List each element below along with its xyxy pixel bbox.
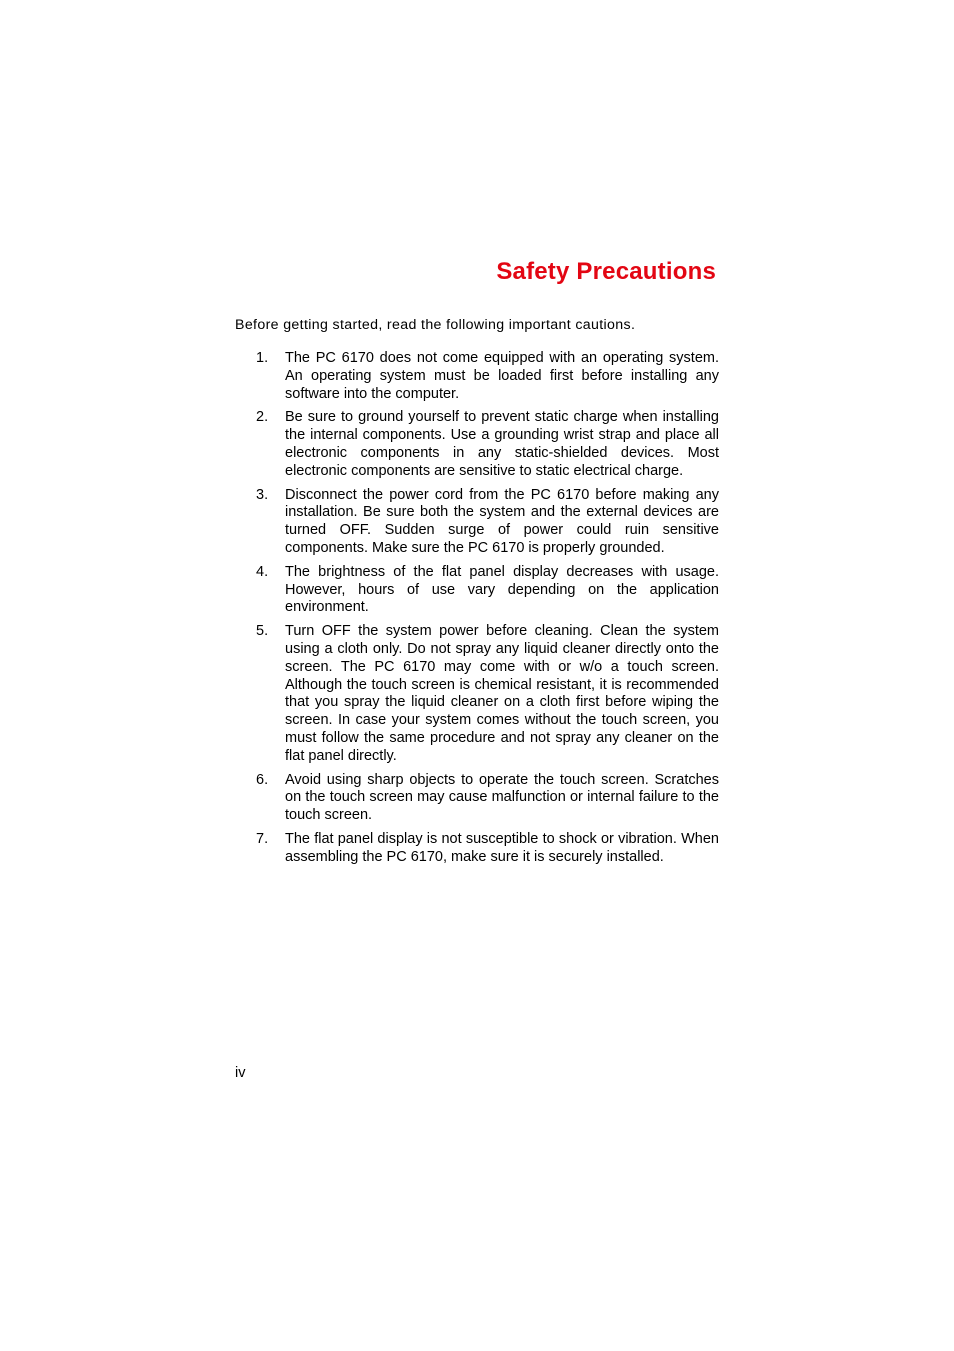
caution-text: The flat panel display is not susceptible to shock or vibration. When assembling the PC 6170, make sure it is securely installed. — [285, 830, 719, 865]
page-number: iv — [235, 1065, 246, 1081]
page-title: Safety Precautions — [496, 258, 716, 285]
caution-item — [256, 831, 719, 867]
caution-item — [256, 772, 719, 825]
caution-number: 6. — [256, 771, 269, 788]
cautions-list — [256, 350, 719, 873]
caution-number: 3. — [256, 486, 269, 503]
caution-number: 2. — [256, 409, 269, 426]
caution-item — [256, 350, 719, 403]
caution-number: 4. — [256, 563, 269, 580]
caution-text: The brightness of the flat panel display decreases with usage. However, hours of use vary depending on the application environment. — [285, 563, 719, 616]
caution-number: 1. — [256, 350, 269, 366]
intro-text: Before getting started, read the following important cautions. — [235, 317, 636, 333]
caution-text: Disconnect the power cord from the PC 6170 before making any installation. Be sure both the system and the external devices are turned OFF. Sudden surge of power could ruin sensitive components. Make sure the PC 6170 is properly grounded. — [285, 486, 719, 556]
caution-number: 7. — [256, 830, 269, 847]
caution-item — [256, 623, 719, 765]
caution-text: Be sure to ground yourself to prevent static charge when installing the internal components. Use a grounding wrist strap and place all electronic components in any static-shielded devices. Most electronic components are sensitive to static electrical charge. — [285, 409, 719, 479]
caution-number: 5. — [256, 623, 269, 640]
caution-item — [256, 487, 719, 558]
caution-text: The PC 6170 does not come equipped with an operating system. An operating system must be loaded first before installing any software into the computer. — [285, 350, 719, 402]
caution-item — [256, 564, 719, 617]
caution-text: Avoid using sharp objects to operate the touch screen. Scratches on the touch screen may cause malfunction or internal failure to the touch screen. — [285, 771, 719, 824]
caution-item — [256, 409, 719, 480]
caution-text: Turn OFF the system power before cleaning. Clean the system using a cloth only. Do not spray any liquid cleaner directly onto the screen. The PC 6170 may come with or w/o a touch screen. Although the touch screen is chemical resistant, it is recommended that you spray the liquid cleaner on a cloth first before wiping the screen. In case your system comes without the touch screen, you must follow the same procedure and not spray any cleaner on the flat panel directly. — [285, 623, 719, 764]
